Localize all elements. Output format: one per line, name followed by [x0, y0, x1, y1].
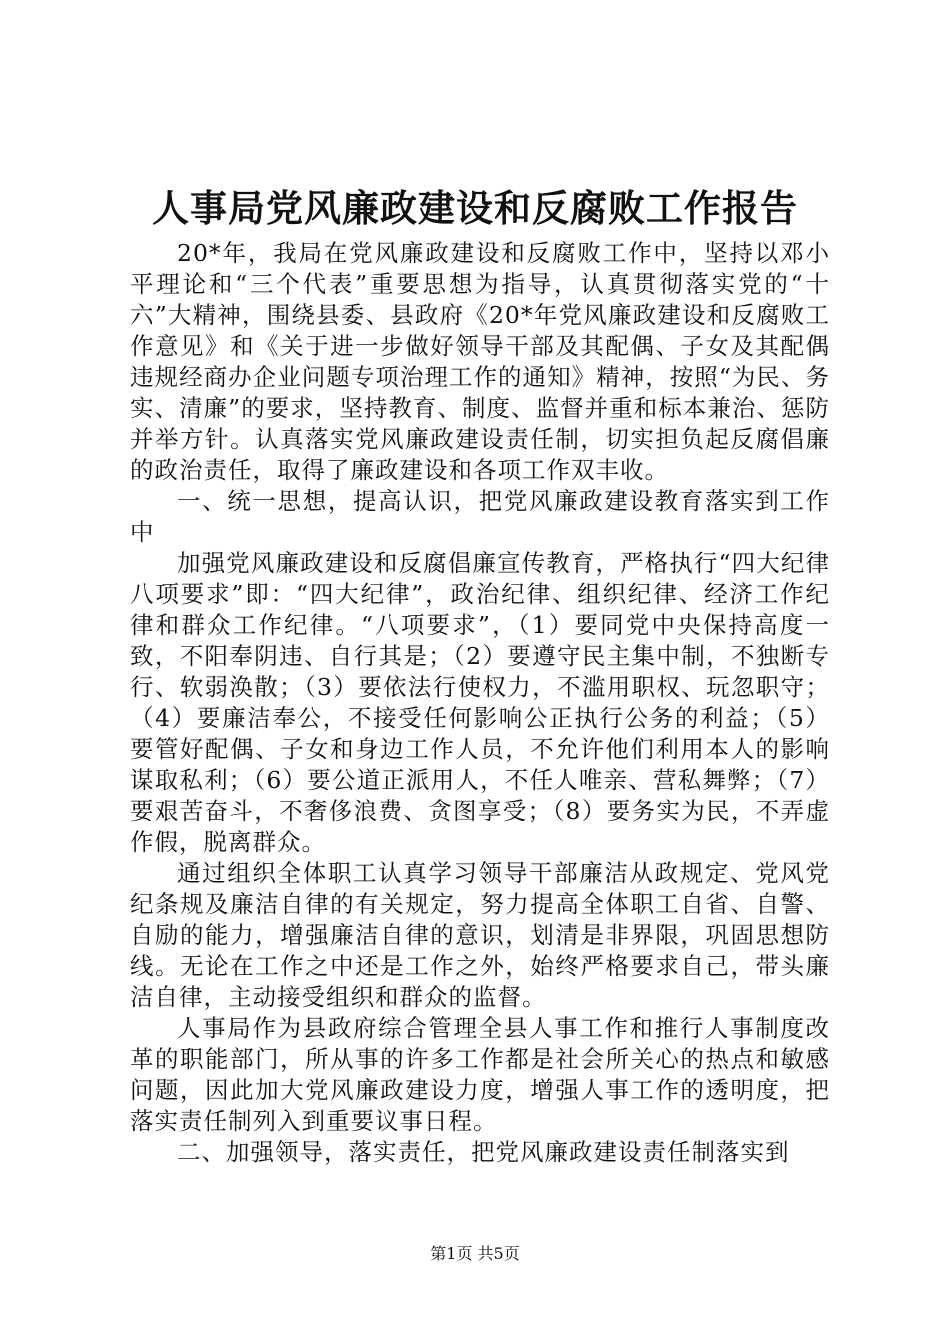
- document-body: [130, 238, 830, 1168]
- paragraph-intro: 20*年，我局在党风廉政建设和反腐败工作中，坚持以邓小平理论和“三个代表”重要思想为指导，认真贯彻落实党的“十六”大精神，围绕县委、县政府《20*年党风廉政建设和反腐败工作意见》和《关于进一步做好领导干部及其配偶、子女及其配偶违规经商办企业问题专项治理工作的通知》精神，按照“为民、务实、清廉”的要求，坚持教育、制度、监督并重和标本兼治、惩防并举方针。认真落实党风廉政建设责任制，切实担负起反腐倡廉的政治责任，取得了廉政建设和各项工作双丰收。: [130, 239, 830, 484]
- document-title: 人事局党风廉政建设和反腐败工作报告: [152, 186, 798, 230]
- section-heading-1: 一、统一思想，提高认识，把党风廉政建设教育落实到工作中: [130, 487, 830, 546]
- paragraph-discipline: 加强党风廉政建设和反腐倡廉宣传教育，严格执行“四大纪律八项要求”即：“四大纪律”，政治纪律、组织纪律、经济工作纪律和群众工作纪律。“八项要求”，（1）要同党中央保持高度一致，不阳奉阴违、自行其是；（2）要遵守民主集中制，不独断专行、软弱涣散；（3）要依法行使权力，不滥用职权、玩忽职守；（4）要廉洁奉公，不接受任何影响公正执行公务的利益；（5）要管好配偶、子女和身边工作人员，不允许他们利用本人的影响谋取私利；（6）要公道正派用人，不任人唯亲、营私舞弊；（7）要艰苦奋斗，不奢侈浪费、贪图享受；（8）要务实为民，不弄虚作假，脱离群众。: [130, 549, 830, 856]
- paragraph-study: 通过组织全体职工认真学习领导干部廉洁从政规定、党风党纪条规及廉洁自律的有关规定，努力提高全体职工自省、自警、自励的能力，增强廉洁自律的意识，划清是非界限，巩固思想防线。无论在工作之中还是工作之外，始终严格要求自己，带头廉洁自律，主动接受组织和群众的监督。: [130, 859, 830, 1011]
- section-heading-2: 二、加强领导，落实责任，把党风廉政建设责任制落实到: [177, 1138, 790, 1166]
- page-number-footer: 第1页 共5页: [430, 1244, 520, 1263]
- paragraph-bureau-role: 人事局作为县政府综合管理全县人事工作和推行人事制度改革的职能部门，所从事的许多工作都是社会所关心的热点和敏感问题，因此加大党风廉政建设力度，增强人事工作的透明度，把落实责任制列入到重要议事日程。: [130, 1014, 830, 1135]
